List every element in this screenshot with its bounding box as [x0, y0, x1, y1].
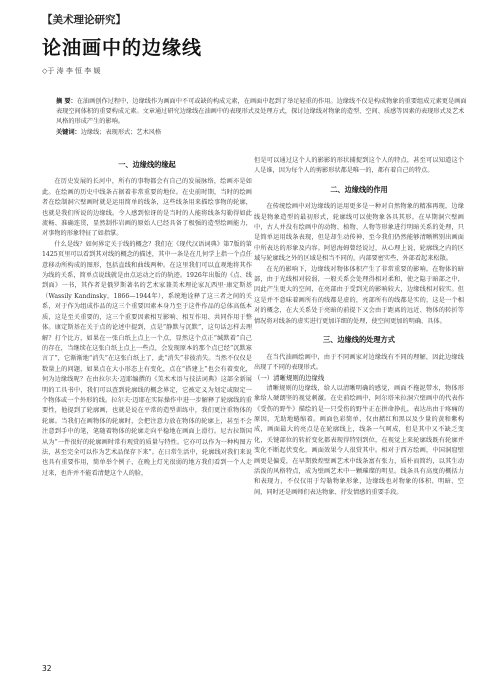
body-paragraph: 在历史发展的长河中，所有的事物都会有自己的发展脉络，绘画亦是如此。在绘画的历史中线条占据着非常重要的地位。在史前时期，当时的绘画者在绘制洞穴壁画时就是运用简单的线条，这些线条用来描绘事物的轮廓，也就是我们所说的边缘线。令人感到惊讶的是当时的人能将线条勾勒得如此流畅、准确连贯，显然制作岩画的原始人已经具备了极强的造型绘画能力，对事物的形象特征了如指掌。 [42, 178, 252, 238]
body-paragraph: 在传统绘画中对边缘线的运用更多是一种对自然物象的精准再现，边缘线是物象造型的最初形式，轮廓线可以使物象各具其形。在早期洞穴壁画中，古人并没有绘画中的动物、植物、人物等形象进行明暗关系的处理，只是简单运用线条表现，但是却生动传神，至今我们仍然能够清晰辨别出画面中所表达的形象及内容。阿恩海姆曾经说过，从心理上说，轮廓线之内的区域与轮廓线之外的区域是相当不同的，内部要密实些，外部看起来松散。 [254, 203, 464, 263]
body-paragraph: 但是可以通过这个人的影影的形状捕捉到这个人的特点，甚至可以知道这个人是谁，因为每个人的剪影形状都是唯一的，都有着自己的特点。 [254, 157, 464, 175]
keywords-text: 边缘线；表现形式；艺术风格 [80, 129, 162, 136]
article-title: 论油画中的边缘线 [42, 37, 203, 59]
body-paragraph: 清晰规则的边缘线，给人以清晰明确的感觉，画面不拖泥带水，物体形象给人硬朗坚的视觉刺激。在史前绘画中，阿尔塔米拉洞穴壁画中的代表作《受伤的野牛》描绘的是一只受伤的野牛正在拼命挣扎，表达出由于疼痛的原因，无助地蜷缩着。画面色彩简单，仅由赭红和黑以及少量的黄和紫构成，画面最大的亮点是在轮廓线上，线条一气呵成，但是其中又不缺乏变化，关键部位的转折变化都表现得特别到位，在视觉上来轮廓线既有轮廓并变化不断起伏变化，画面效果令人很赏其中。相对于西方绘画，中国洞窟壁画更是偏爱，在早期敦煌壁画艺术中线条富有张力，质朴而简约，以其生动活泼的风格特点，成为壁画艺术中一颗璀璨的明星。线条具有高度的概括力和表现力，不仅仅用于勾勒物象形象，边缘线也对物象的体积、明暗、空间，同时还是画师们表达物象、抒发情感的重要手段。 [254, 384, 464, 496]
left-column [42, 156, 252, 656]
section-heading-function: 二、边缘线的作用 [330, 184, 388, 194]
subsection-heading: （一）清晰规则的边缘线 [254, 374, 325, 383]
page-number: 32 [42, 664, 52, 673]
body-paragraph: 在光的影响下，边缘线对物体体积产生了非常重要的影响。在物体的暗部，由于光线相对较弱，一般关系会处理得相对柔和，使之隐于暗部之中，因此产生更大的空间，在亮部由于受到光的影响较大，边缘线相对较实。但这是并不意味着画所有的线都是虚的，亮部所有的线都是实的，这是一个相对的概念，在大关系处于亮暗的前提下又会由于距离的远近、物体的转折等情况将对线条的虚实进行更加详细的处理，使空间更加的明确、具体。 [254, 265, 464, 325]
abstract-text: 在油画创作过程中，边缘线作为画面中不可或缺的构成元素，在画面中起到了举足轻重的作用。边缘线不仅是构成物象的重要组成元素更是画面表现空间体积的重要构成元素。文章通过研究边缘线在油画中的表现形式及处理方式，探讨边缘线对物象的造型、空间、质感等因素的表现形式及艺术风格的形成产生的影响。 [56, 98, 467, 125]
author-line: ◇于 涛 李 恒 李 媛 [42, 67, 101, 75]
section-heading-treatment: 三、边缘线的处理方式 [323, 335, 395, 345]
abstract-label: 摘 要： [56, 98, 77, 105]
right-column [254, 156, 464, 656]
keywords-line [56, 128, 468, 138]
keywords-label: 关键词： [56, 129, 81, 136]
body-paragraph: 在当代油画绘画中，由于不同画家对边缘线有不同的理解，因此边缘线出现了不同的表现形式。 [254, 353, 464, 371]
section-heading-origin: 一、边缘线的缘起 [118, 160, 176, 169]
abstract-paragraph [56, 97, 468, 127]
abstract-block [56, 97, 468, 138]
column-tag: 【美术理论研究】 [42, 14, 126, 26]
body-paragraph: 什么是线？如何界定关于线的概念？我们在《现代汉语词典》第7版的第1425页里可以看到其对线的概念的描述，其中一条是在几何学上指一个点任意移动所构成的图形，包括直线和曲线两种。在这里我们可以直观地将其作为线的关系，简单点说线就是由点运动之后的轨迹。1926年出版的《点、线到面》一书，其作者是俄罗斯著名的艺术家兼美术理论家瓦西里·康定斯基（Wassily Kandinsky，1866—1944年），系统地诠释了这三者之间的关系，对于作为组成作品的这三个重要因素本身乃至于这件作品的总体高低本质，这是至关重要的，这三个重要因素相互影响、相互作用、共同作用于整体。康定斯基在关于点的论述中提到，点是“静默与沉默”，这句话怎样去理解？打个比方，如果在一张白纸上点上一个点，显然这个点正“缄默着”自己的存在，当继续在这张白纸上点上一些点，会发现原本的那个点已经“沉默寡言了”，它渐渐地“消失”在这张白纸上了，此“消失”非彼消失。当然不仅仅是数量上的问题，如果点在大小形态上有变化，点在“搭建上”也会有着变化，何为边缘线呢？在由拉尔夫·迈耶编撰的《美术术语与技法词典》这部全新展明的工具书中，我们可以查到轮廓线的概念界定，它被定义为划定或限定一个物体或一个外形的线。拉尔夫·迈耶在实际操作中进一步解释了轮廓线的重要性，他提到了轮廓画，也就是说在平常的造型训练中，我们更注重物体的轮廓。当我们在画物体的轮廓时，会把注意力放在物体的轮廓上，甚至不会注意到手中的笔，笔随着物体的轮廓走向平稳地在画面上滑行。尼古拉斯国从为“一件很好的轮廓画时常有观赏的质量与特性。它亦可以作为一种构图方法，甚至完全可以作为艺术品保存下来”。在日常生活中，轮廓线对我们来说也具有重要作用，简单举个例子，在晚上灯光很弱的地方我们看到一个人走过来，也许并不能看清楚这个人的脸， [42, 240, 252, 477]
